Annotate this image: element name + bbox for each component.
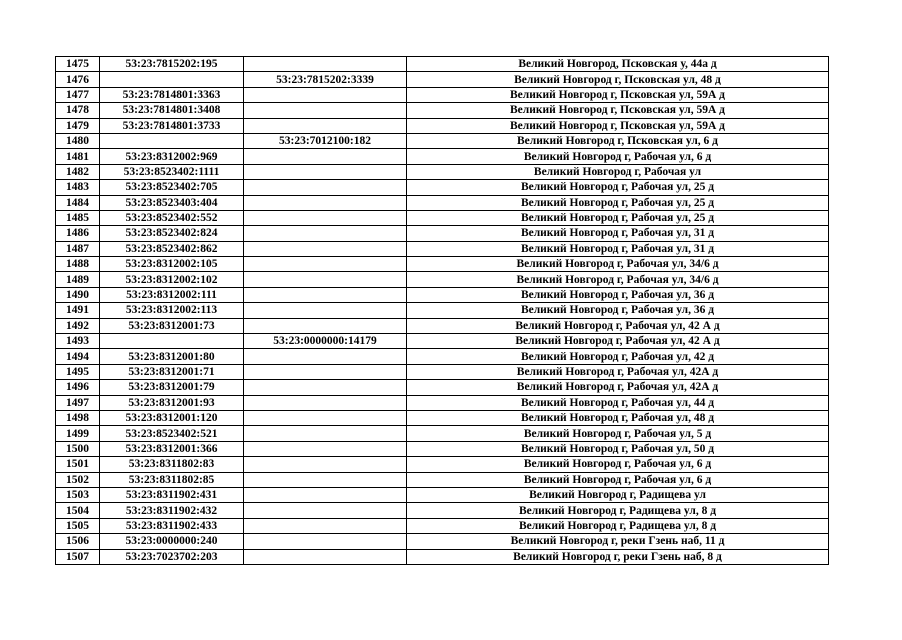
cadastral-number-cell: 53:23:8312002:113 <box>100 303 244 318</box>
cadastral-number-cell: 53:23:8523402:552 <box>100 210 244 225</box>
address-cell: Великий Новгород г, реки Гзень наб, 11 д <box>407 534 829 549</box>
secondary-cadastral-number-cell: 53:23:0000000:14179 <box>244 334 407 349</box>
address-cell: Великий Новгород г, Рабочая ул, 34/6 д <box>407 257 829 272</box>
table-row <box>56 441 829 456</box>
table-row <box>56 195 829 210</box>
cadastral-number-cell: 53:23:8311902:432 <box>100 503 244 518</box>
address-cell: Великий Новгород г, Рабочая ул, 42 А д <box>407 334 829 349</box>
secondary-cadastral-number-cell <box>244 441 407 456</box>
secondary-cadastral-number-cell <box>244 210 407 225</box>
property-register-table <box>55 56 829 565</box>
row-number-cell: 1494 <box>56 349 100 364</box>
cadastral-number-cell: 53:23:7815202:195 <box>100 57 244 72</box>
secondary-cadastral-number-cell <box>244 349 407 364</box>
secondary-cadastral-number-cell <box>244 364 407 379</box>
secondary-cadastral-number-cell <box>244 226 407 241</box>
secondary-cadastral-number-cell <box>244 241 407 256</box>
address-cell: Великий Новгород г, Рабочая ул, 31 д <box>407 226 829 241</box>
row-number-cell: 1500 <box>56 441 100 456</box>
address-cell: Великий Новгород г, Рабочая ул, 25 д <box>407 180 829 195</box>
secondary-cadastral-number-cell <box>244 518 407 533</box>
row-number-cell: 1506 <box>56 534 100 549</box>
row-number-cell: 1503 <box>56 487 100 502</box>
row-number-cell: 1498 <box>56 410 100 425</box>
table-row <box>56 133 829 148</box>
cadastral-number-cell <box>100 133 244 148</box>
table-row <box>56 472 829 487</box>
row-number-cell: 1502 <box>56 472 100 487</box>
row-number-cell: 1479 <box>56 118 100 133</box>
row-number-cell: 1493 <box>56 334 100 349</box>
secondary-cadastral-number-cell <box>244 503 407 518</box>
secondary-cadastral-number-cell: 53:23:7012100:182 <box>244 133 407 148</box>
row-number-cell: 1484 <box>56 195 100 210</box>
address-cell: Великий Новгород г, Псковская ул, 59А д <box>407 103 829 118</box>
cadastral-number-cell: 53:23:8523402:705 <box>100 180 244 195</box>
secondary-cadastral-number-cell <box>244 395 407 410</box>
table-row <box>56 180 829 195</box>
table-row <box>56 534 829 549</box>
secondary-cadastral-number-cell <box>244 380 407 395</box>
table-row <box>56 318 829 333</box>
row-number-cell: 1482 <box>56 164 100 179</box>
address-cell: Великий Новгород г, Рабочая ул, 42 А д <box>407 318 829 333</box>
secondary-cadastral-number-cell <box>244 180 407 195</box>
table-row <box>56 226 829 241</box>
address-cell: Великий Новгород г, Псковская ул, 6 д <box>407 133 829 148</box>
table-row <box>56 287 829 302</box>
table-row <box>56 518 829 533</box>
secondary-cadastral-number-cell <box>244 103 407 118</box>
address-cell: Великий Новгород, Псковская у, 44а д <box>407 57 829 72</box>
cadastral-number-cell: 53:23:7814801:3408 <box>100 103 244 118</box>
cadastral-number-cell: 53:23:8312001:93 <box>100 395 244 410</box>
secondary-cadastral-number-cell <box>244 534 407 549</box>
cadastral-number-cell: 53:23:8523403:404 <box>100 195 244 210</box>
table-row <box>56 164 829 179</box>
secondary-cadastral-number-cell <box>244 257 407 272</box>
table-row <box>56 364 829 379</box>
cadastral-number-cell: 53:23:8312002:969 <box>100 149 244 164</box>
row-number-cell: 1488 <box>56 257 100 272</box>
table-row <box>56 549 829 564</box>
cadastral-number-cell: 53:23:8312001:80 <box>100 349 244 364</box>
table-row <box>56 410 829 425</box>
row-number-cell: 1501 <box>56 457 100 472</box>
cadastral-number-cell: 53:23:8311802:83 <box>100 457 244 472</box>
cadastral-number-cell: 53:23:8311802:85 <box>100 472 244 487</box>
row-number-cell: 1477 <box>56 87 100 102</box>
row-number-cell: 1475 <box>56 57 100 72</box>
row-number-cell: 1480 <box>56 133 100 148</box>
address-cell: Великий Новгород г, Рабочая ул, 42А д <box>407 380 829 395</box>
table-row <box>56 210 829 225</box>
secondary-cadastral-number-cell <box>244 487 407 502</box>
row-number-cell: 1505 <box>56 518 100 533</box>
row-number-cell: 1489 <box>56 272 100 287</box>
secondary-cadastral-number-cell <box>244 472 407 487</box>
address-cell: Великий Новгород г, Радищева ул <box>407 487 829 502</box>
row-number-cell: 1490 <box>56 287 100 302</box>
address-cell: Великий Новгород г, Рабочая ул, 5 д <box>407 426 829 441</box>
row-number-cell: 1497 <box>56 395 100 410</box>
row-number-cell: 1487 <box>56 241 100 256</box>
secondary-cadastral-number-cell <box>244 195 407 210</box>
row-number-cell: 1504 <box>56 503 100 518</box>
secondary-cadastral-number-cell <box>244 410 407 425</box>
row-number-cell: 1492 <box>56 318 100 333</box>
address-cell: Великий Новгород г, реки Гзень наб, 8 д <box>407 549 829 564</box>
address-cell: Великий Новгород г, Рабочая ул <box>407 164 829 179</box>
address-cell: Великий Новгород г, Радищева ул, 8 д <box>407 503 829 518</box>
row-number-cell: 1483 <box>56 180 100 195</box>
address-cell: Великий Новгород г, Рабочая ул, 34/6 д <box>407 272 829 287</box>
cadastral-number-cell: 53:23:8312001:71 <box>100 364 244 379</box>
cadastral-number-cell: 53:23:8311902:433 <box>100 518 244 533</box>
table-row <box>56 457 829 472</box>
address-cell: Великий Новгород г, Рабочая ул, 31 д <box>407 241 829 256</box>
table-row <box>56 72 829 87</box>
cadastral-number-cell: 53:23:8312002:105 <box>100 257 244 272</box>
address-cell: Великий Новгород г, Рабочая ул, 25 д <box>407 210 829 225</box>
address-cell: Великий Новгород г, Рабочая ул, 50 д <box>407 441 829 456</box>
cadastral-number-cell <box>100 72 244 87</box>
cadastral-number-cell: 53:23:8523402:862 <box>100 241 244 256</box>
cadastral-number-cell: 53:23:8312002:111 <box>100 287 244 302</box>
row-number-cell: 1491 <box>56 303 100 318</box>
address-cell: Великий Новгород г, Рабочая ул, 25 д <box>407 195 829 210</box>
secondary-cadastral-number-cell <box>244 318 407 333</box>
address-cell: Великий Новгород г, Рабочая ул, 6 д <box>407 457 829 472</box>
row-number-cell: 1481 <box>56 149 100 164</box>
table-row <box>56 503 829 518</box>
cadastral-number-cell: 53:23:7023702:203 <box>100 549 244 564</box>
address-cell: Великий Новгород г, Псковская ул, 59А д <box>407 118 829 133</box>
secondary-cadastral-number-cell <box>244 118 407 133</box>
secondary-cadastral-number-cell <box>244 272 407 287</box>
cadastral-number-cell: 53:23:8312002:102 <box>100 272 244 287</box>
address-cell: Великий Новгород г, Рабочая ул, 6 д <box>407 472 829 487</box>
address-cell: Великий Новгород г, Рабочая ул, 48 д <box>407 410 829 425</box>
table-row <box>56 395 829 410</box>
secondary-cadastral-number-cell <box>244 87 407 102</box>
row-number-cell: 1496 <box>56 380 100 395</box>
row-number-cell: 1485 <box>56 210 100 225</box>
cadastral-number-cell: 53:23:8312001:73 <box>100 318 244 333</box>
table-row <box>56 103 829 118</box>
address-cell: Великий Новгород г, Псковская ул, 59А д <box>407 87 829 102</box>
row-number-cell: 1495 <box>56 364 100 379</box>
address-cell: Великий Новгород г, Рабочая ул, 36 д <box>407 303 829 318</box>
table-row <box>56 257 829 272</box>
secondary-cadastral-number-cell <box>244 57 407 72</box>
secondary-cadastral-number-cell <box>244 303 407 318</box>
cadastral-number-cell: 53:23:0000000:240 <box>100 534 244 549</box>
table-row <box>56 334 829 349</box>
secondary-cadastral-number-cell: 53:23:7815202:3339 <box>244 72 407 87</box>
address-cell: Великий Новгород г, Рабочая ул, 42 д <box>407 349 829 364</box>
table-row <box>56 87 829 102</box>
secondary-cadastral-number-cell <box>244 287 407 302</box>
address-cell: Великий Новгород г, Рабочая ул, 36 д <box>407 287 829 302</box>
table-row <box>56 57 829 72</box>
cadastral-number-cell: 53:23:8312001:120 <box>100 410 244 425</box>
secondary-cadastral-number-cell <box>244 426 407 441</box>
table-row <box>56 118 829 133</box>
table-row <box>56 487 829 502</box>
row-number-cell: 1507 <box>56 549 100 564</box>
secondary-cadastral-number-cell <box>244 149 407 164</box>
table-row <box>56 349 829 364</box>
table-row <box>56 272 829 287</box>
secondary-cadastral-number-cell <box>244 164 407 179</box>
row-number-cell: 1476 <box>56 72 100 87</box>
table-row <box>56 303 829 318</box>
cadastral-number-cell: 53:23:7814801:3363 <box>100 87 244 102</box>
table-row <box>56 149 829 164</box>
address-cell: Великий Новгород г, Рабочая ул, 44 д <box>407 395 829 410</box>
table-row <box>56 426 829 441</box>
cadastral-number-cell: 53:23:8312001:366 <box>100 441 244 456</box>
cadastral-number-cell: 53:23:8523402:1111 <box>100 164 244 179</box>
table-row <box>56 380 829 395</box>
table-row <box>56 241 829 256</box>
row-number-cell: 1499 <box>56 426 100 441</box>
address-cell: Великий Новгород г, Радищева ул, 8 д <box>407 518 829 533</box>
cadastral-number-cell: 53:23:8523402:521 <box>100 426 244 441</box>
table-body <box>56 57 829 565</box>
cadastral-number-cell: 53:23:7814801:3733 <box>100 118 244 133</box>
address-cell: Великий Новгород г, Псковская ул, 48 д <box>407 72 829 87</box>
cadastral-number-cell: 53:23:8523402:824 <box>100 226 244 241</box>
address-cell: Великий Новгород г, Рабочая ул, 6 д <box>407 149 829 164</box>
cadastral-number-cell: 53:23:8312001:79 <box>100 380 244 395</box>
cadastral-number-cell: 53:23:8311902:431 <box>100 487 244 502</box>
cadastral-number-cell <box>100 334 244 349</box>
secondary-cadastral-number-cell <box>244 457 407 472</box>
secondary-cadastral-number-cell <box>244 549 407 564</box>
row-number-cell: 1478 <box>56 103 100 118</box>
row-number-cell: 1486 <box>56 226 100 241</box>
address-cell: Великий Новгород г, Рабочая ул, 42А д <box>407 364 829 379</box>
